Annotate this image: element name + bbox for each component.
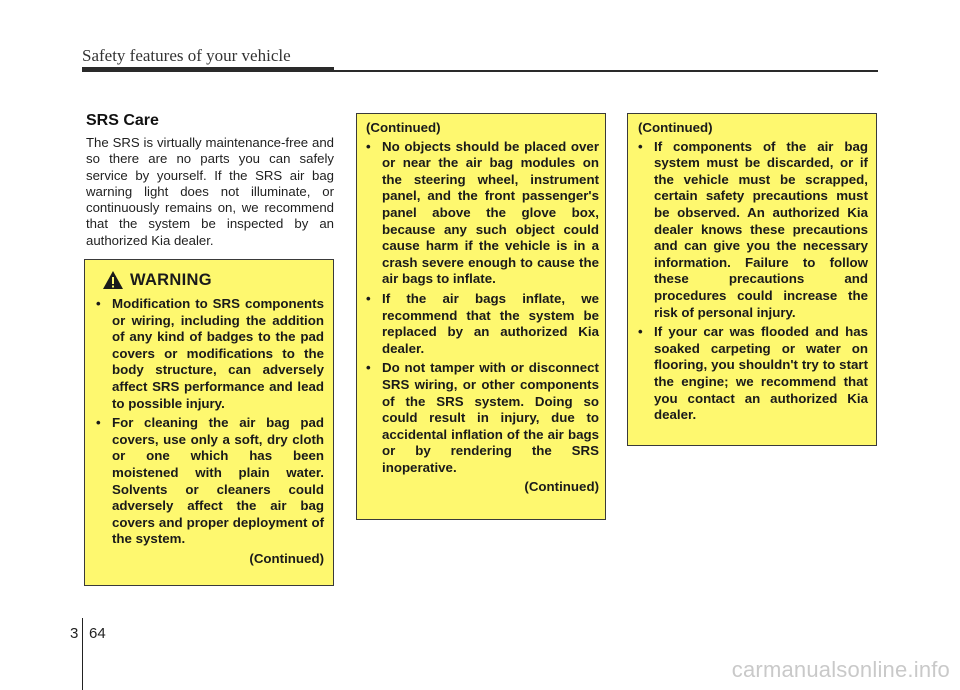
page-header-title: Safety features of your vehicle	[82, 46, 291, 65]
list-item	[364, 291, 599, 357]
continued-label: (Continued)	[366, 120, 441, 135]
header-rule-thin	[334, 70, 878, 72]
continued-label: (Continued)	[249, 550, 324, 566]
warning-list	[94, 296, 324, 548]
list-item	[94, 296, 324, 412]
header-rule-thick	[82, 67, 334, 72]
bullet: •	[96, 415, 101, 431]
list-item	[636, 324, 868, 424]
bullet: •	[96, 296, 101, 311]
warning-header	[102, 270, 324, 290]
warning-list	[636, 139, 868, 424]
page-number-divider	[82, 618, 83, 690]
continued-label: (Continued)	[638, 120, 713, 135]
list-item	[636, 139, 868, 322]
list-item	[94, 415, 324, 548]
bullet: •	[366, 138, 371, 154]
list-item-text: No objects should be placed over or near the air bag modules on the steering wheel, instrument panel, and the front passenger's panel above the glove box, because any such object could cause harm if the vehicle is in a crash severe enough to cause the air bags to inflate.	[382, 138, 599, 287]
bullet: •	[638, 138, 643, 154]
page-number: 64	[89, 625, 106, 642]
warning-triangle-icon	[102, 270, 124, 290]
list-item-text: If the air bags inflate, we recommend that the system be replaced by an authorized Kia dealer.	[382, 290, 599, 356]
section-body: The SRS is virtually maintenance-free and so there are no parts you can safely service by yourself. If the SRS air bag warning light does not illuminate, or continuously remains on, we recommend that the system be inspected by an authorized Kia dealer.	[86, 135, 334, 248]
watermark: carmanualsonline.info	[731, 657, 950, 682]
bullet: •	[366, 290, 371, 306]
chapter-number: 3	[70, 625, 79, 642]
bullet: •	[638, 324, 643, 340]
continued-box-middle	[356, 113, 606, 520]
list-item-text: If components of the air bag system must be discarded, or if the vehicle must be scrapped, certain safety precautions must be observed. An authorized Kia dealer knows these precautions and can give you the necessary information. Failure to follow these precautions and procedures could increase the risk of personal injury.	[654, 138, 868, 320]
list-item-text: If your car was flooded and has soaked carpeting or water on flooring, you shouldn't try to start the engine; we recommend that you contact an authorized Kia dealer.	[654, 324, 868, 423]
warning-box	[84, 259, 334, 586]
continued-box-right	[627, 113, 877, 446]
list-item	[364, 360, 599, 476]
list-item	[364, 139, 599, 288]
list-item-text: For cleaning the air bag pad covers, use only a soft, dry cloth or one which has been moistened with plain water. Solvents or cleaners could adversely affect the air bag covers and proper deployment of the system.	[112, 415, 324, 547]
bullet: •	[366, 360, 371, 376]
list-item-text: Modification to SRS components or wiring, including the addition of any kind of badges to the pad covers or modifications to the body structure, can adversely affect SRS performance and lead to possible injury.	[112, 296, 324, 411]
section-heading: SRS Care	[86, 112, 159, 129]
list-item-text: Do not tamper with or disconnect SRS wiring, or other components of the SRS system. Doing so could result in injury, due to accidental inflation of the air bags or by rendering the SRS inoperative.	[382, 360, 599, 475]
warning-title: WARNING	[130, 270, 212, 289]
continued-label: (Continued)	[524, 479, 599, 495]
warning-list	[364, 139, 599, 477]
